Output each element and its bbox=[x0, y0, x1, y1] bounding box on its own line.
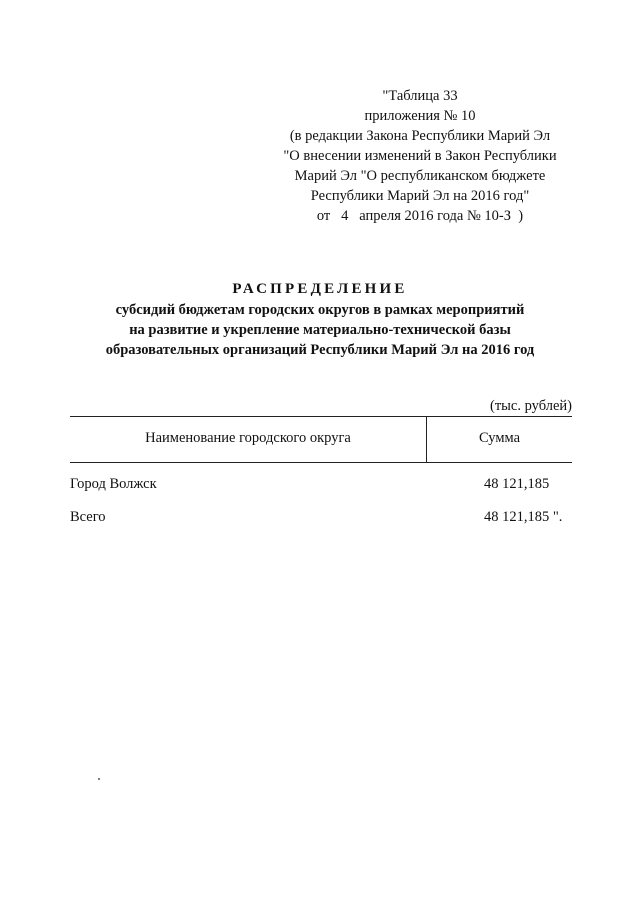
table-header-rule bbox=[70, 462, 572, 463]
header-line: "О внесении изменений в Закон Республики bbox=[283, 148, 557, 164]
header-line: "Таблица 33 bbox=[382, 88, 458, 104]
table-row-name: Всего bbox=[70, 509, 106, 525]
table-top-rule bbox=[70, 416, 572, 417]
table-row-name: Город Волжск bbox=[70, 476, 157, 492]
document-title bbox=[60, 278, 580, 360]
header-line: приложения № 10 bbox=[364, 108, 476, 124]
header-line: от 4 апреля 2016 года № 10-З ) bbox=[316, 208, 524, 224]
units-label: (тыс. рублей) bbox=[490, 398, 572, 414]
table-row-value: 48 121,185 ". bbox=[484, 509, 563, 525]
appendix-header bbox=[250, 86, 590, 226]
header-line: Марий Эл "О республиканском бюджете bbox=[294, 168, 546, 184]
title-main: РАСПРЕДЕЛЕНИЕ bbox=[232, 281, 408, 297]
header-line: Республики Марий Эл на 2016 год" bbox=[310, 188, 530, 204]
header-line: (в редакции Закона Республики Марий Эл bbox=[289, 128, 551, 144]
column-header-sum: Сумма bbox=[478, 430, 521, 446]
scan-speck bbox=[98, 778, 100, 780]
title-subline: на развитие и укрепление материально-технической базы bbox=[129, 322, 511, 338]
table-row-value: 48 121,185 bbox=[484, 476, 550, 492]
title-subline: образовательных организаций Республики Марий Эл на 2016 год bbox=[105, 342, 535, 358]
column-header-name: Наименование городского округа bbox=[145, 430, 351, 446]
title-subline: субсидий бюджетам городских округов в рамках мероприятий bbox=[115, 302, 525, 318]
